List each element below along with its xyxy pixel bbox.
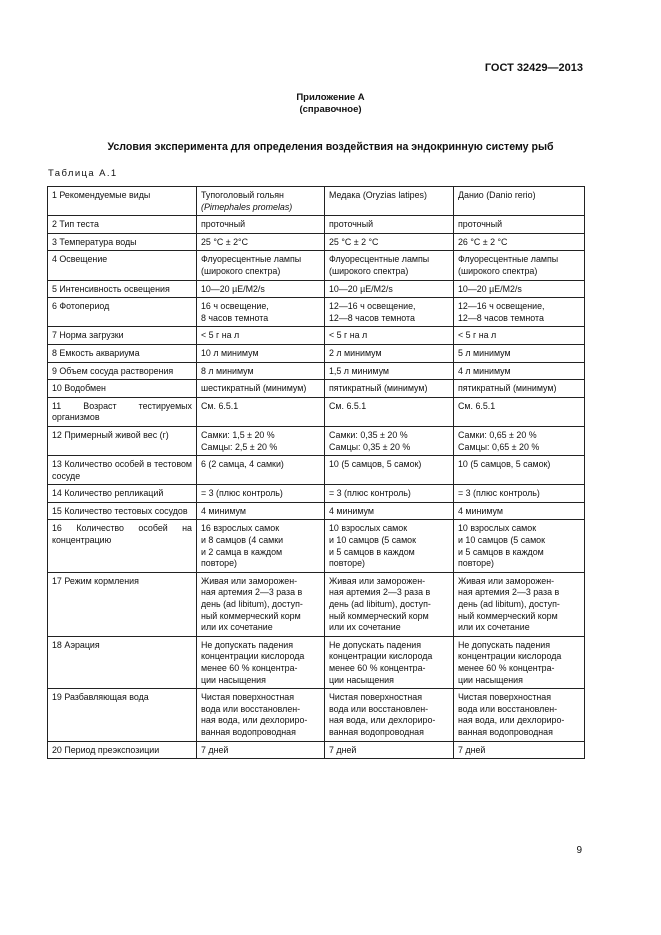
parameter-cell: 3 Температура воды	[48, 233, 197, 251]
cell-line: менее 60 % концентра-	[458, 663, 555, 673]
table-row	[48, 741, 585, 759]
danio-cell	[454, 741, 585, 759]
medaka-cell	[325, 233, 454, 251]
fathead-cell	[197, 636, 325, 688]
cell-line: или их сочетание	[458, 622, 530, 633]
cell-line: 4 минимум	[458, 505, 503, 516]
table-row	[48, 298, 585, 327]
table-row	[48, 280, 585, 298]
cell-line: день (ad libitum), доступ-	[458, 599, 560, 610]
cell-line: Флуоресцентные лампы	[329, 254, 430, 265]
cell-line: Чистая поверхностная	[329, 692, 423, 703]
cell-line: < 5 г на л	[458, 330, 497, 341]
fathead-cell	[197, 233, 325, 251]
table-row	[48, 397, 585, 426]
cell-line: Не допускать падения	[201, 639, 293, 650]
fathead-cell	[197, 426, 325, 455]
medaka-cell	[325, 741, 454, 759]
cell-line: (широкого спектра)	[329, 265, 409, 276]
cell-line: пятикратный (минимум)	[329, 383, 428, 394]
cell-line: повторе)	[458, 558, 494, 569]
cell-line: или их сочетание	[201, 622, 273, 633]
cell-line: 10—20 µE/M2/s	[201, 283, 265, 294]
cell-line: проточный	[201, 219, 246, 230]
fathead-cell	[197, 502, 325, 520]
cell-line: и 2 самца в каждом	[201, 546, 283, 557]
document-title: Условия эксперимента для определения воздействия на эндокринную систему рыб	[107, 141, 554, 153]
cell-line: вода или восстановлен-	[329, 703, 429, 714]
fathead-cell	[197, 397, 325, 426]
cell-line: Флуоресцентные лампы	[201, 254, 302, 265]
cell-line: ная артемия 2—3 раза в	[329, 587, 431, 598]
danio-cell	[454, 233, 585, 251]
danio-cell	[454, 572, 585, 636]
cell-line: или их сочетание	[329, 622, 401, 633]
cell-line: Не допускать падения	[329, 639, 421, 650]
cell-line: и 10 самцов (5 самок	[458, 535, 545, 546]
medaka-cell	[325, 689, 454, 741]
cell-line: 4 л минимум	[458, 365, 511, 376]
medaka-cell	[325, 362, 454, 380]
medaka-cell	[325, 572, 454, 636]
cell-line: и 10 самцов (5 самок	[329, 535, 416, 546]
danio-cell	[454, 380, 585, 398]
cell-line: шестикратный (минимум)	[201, 383, 307, 394]
cell-line: день (ad libitum), доступ-	[329, 599, 431, 610]
cell-line: ный коммерческий корм	[329, 610, 429, 621]
cell-line: 10 (5 самцов, 5 самок)	[329, 459, 422, 470]
annex-heading	[0, 92, 661, 116]
table-row	[48, 520, 585, 572]
fathead-cell	[197, 572, 325, 636]
cell-line: = 3 (плюс контроль)	[329, 488, 411, 499]
cell-line: 7 дней	[201, 744, 229, 755]
cell-line: (Pimephales promelas)	[201, 201, 293, 212]
cell-line: ции насыщения	[458, 674, 523, 685]
danio-cell	[454, 251, 585, 280]
parameter-cell: 15 Количество тестовых сосудов	[48, 502, 197, 520]
parameter-cell: 1 Рекомендуемые виды	[48, 187, 197, 216]
cell-line: Медака (Oryzias latipes)	[329, 190, 427, 200]
cell-line: менее 60 % концентра-	[201, 663, 298, 673]
cell-line: ная артемия 2—3 раза в	[458, 587, 560, 598]
cell-line: 26 °C ± 2 °C	[458, 236, 508, 247]
danio-cell	[454, 456, 585, 485]
table-row	[48, 380, 585, 398]
table-row	[48, 502, 585, 520]
danio-cell	[454, 187, 585, 216]
danio-cell	[454, 485, 585, 503]
danio-cell	[454, 397, 585, 426]
table-row	[48, 344, 585, 362]
parameter-cell: 7 Норма загрузки	[48, 327, 197, 345]
cell-line: Живая или заморожен-	[329, 575, 426, 586]
cell-line: Самки: 1,5 ± 20 %	[201, 429, 275, 440]
cell-line: ный коммерческий корм	[458, 610, 558, 621]
cell-line: 16 взрослых самок	[201, 523, 280, 534]
cell-line: менее 60 % концентра-	[329, 663, 426, 673]
cell-line: 25 °C ± 2°C	[201, 236, 248, 247]
fathead-cell	[197, 362, 325, 380]
parameter-cell: 4 Освещение	[48, 251, 197, 280]
cell-line: Данио (Danio rerio)	[458, 190, 536, 200]
cell-line: Самцы: 0,65 ± 20 %	[458, 441, 540, 452]
table-row	[48, 216, 585, 234]
standard-number: ГОСТ 32429—2013	[484, 62, 583, 74]
danio-cell	[454, 689, 585, 741]
danio-cell	[454, 636, 585, 688]
cell-line: 10—20 µE/M2/s	[329, 283, 393, 294]
cell-line: 7 дней	[329, 744, 357, 755]
cell-line: ванная водопроводная	[329, 726, 424, 737]
cell-line: вода или восстановлен-	[458, 703, 558, 714]
danio-cell	[454, 280, 585, 298]
medaka-cell	[325, 380, 454, 398]
fathead-cell	[197, 251, 325, 280]
danio-cell	[454, 327, 585, 345]
cell-line: См. 6.5.1	[458, 400, 496, 411]
cell-line: См. 6.5.1	[329, 400, 367, 411]
cell-line: ции насыщения	[201, 674, 266, 685]
cell-line: 4 минимум	[329, 505, 374, 516]
parameter-cell: 12 Примерный живой вес (г)	[48, 426, 197, 455]
cell-line: Самцы: 2,5 ± 20 %	[201, 441, 278, 452]
parameter-cell: 18 Аэрация	[48, 636, 197, 688]
cell-line: Живая или заморожен-	[458, 575, 555, 586]
cell-line: и 5 самцов в каждом	[458, 546, 544, 557]
cell-line: и 5 самцов в каждом	[329, 546, 415, 557]
cell-line: 8 л минимум	[201, 365, 254, 376]
table-row	[48, 251, 585, 280]
table-label: Таблица А.1	[48, 168, 118, 179]
danio-cell	[454, 216, 585, 234]
parameter-cell: 19 Разбавляющая вода	[48, 689, 197, 741]
cell-line: 1,5 л минимум	[329, 365, 390, 376]
parameter-cell: 8 Емкость аквариума	[48, 344, 197, 362]
fathead-cell	[197, 380, 325, 398]
danio-cell	[454, 502, 585, 520]
cell-line: 12—16 ч освещение,	[329, 301, 416, 312]
danio-cell	[454, 362, 585, 380]
cell-line: Самцы: 0,35 ± 20 %	[329, 441, 411, 452]
cell-line: 10 взрослых самок	[329, 523, 408, 534]
parameter-cell: 13 Количество особей в тестовом сосуде	[48, 456, 197, 485]
parameter-cell: 20 Период преэкспозиции	[48, 741, 197, 759]
table-row	[48, 187, 585, 216]
fathead-cell	[197, 456, 325, 485]
cell-line: ная вода, или дехлориро-	[329, 715, 436, 726]
cell-line: ная вода, или дехлориро-	[201, 715, 308, 726]
fathead-cell	[197, 689, 325, 741]
fathead-cell	[197, 216, 325, 234]
danio-cell	[454, 298, 585, 327]
cell-line: Тупоголовый гольян	[201, 190, 284, 200]
medaka-cell	[325, 456, 454, 485]
fathead-cell	[197, 520, 325, 572]
cell-line: Самки: 0,65 ± 20 %	[458, 429, 537, 440]
table-row	[48, 456, 585, 485]
cell-line: проточный	[458, 219, 503, 230]
medaka-cell	[325, 216, 454, 234]
cell-line: (широкого спектра)	[201, 265, 281, 276]
table-row	[48, 572, 585, 636]
cell-line: 6 (2 самца, 4 самки)	[201, 459, 284, 470]
cell-line: ции насыщения	[329, 674, 394, 685]
cell-line: 2 л минимум	[329, 347, 382, 358]
cell-line: ная вода, или дехлориро-	[458, 715, 565, 726]
cell-line: Чистая поверхностная	[201, 692, 295, 703]
cell-line: 12—8 часов темнота	[458, 312, 544, 323]
medaka-cell	[325, 344, 454, 362]
medaka-cell	[325, 520, 454, 572]
danio-cell	[454, 426, 585, 455]
page-number: 9	[576, 845, 582, 856]
cell-line: Не допускать падения	[458, 639, 550, 650]
parameter-cell: 10 Водобмен	[48, 380, 197, 398]
cell-line: (широкого спектра)	[458, 265, 538, 276]
cell-line: день (ad libitum), доступ-	[201, 599, 303, 610]
cell-line: концентрации кислорода	[329, 651, 433, 662]
cell-line: Живая или заморожен-	[201, 575, 298, 586]
danio-cell	[454, 344, 585, 362]
cell-line: проточный	[329, 219, 374, 230]
cell-line: 10 л минимум	[201, 347, 259, 358]
danio-cell	[454, 520, 585, 572]
table-row	[48, 689, 585, 741]
medaka-cell	[325, 298, 454, 327]
parameter-cell: 11 Возраст тестируемых организмов	[48, 397, 197, 426]
cell-line: и 8 самцов (4 самки	[201, 535, 284, 546]
cell-line: пятикратный (минимум)	[458, 383, 557, 394]
medaka-cell	[325, 397, 454, 426]
annex-subtitle: (справочное)	[299, 104, 362, 115]
cell-line: вода или восстановлен-	[201, 703, 301, 714]
cell-line: ванная водопроводная	[458, 726, 553, 737]
medaka-cell	[325, 280, 454, 298]
cell-line: 25 °C ± 2 °C	[329, 236, 379, 247]
cell-line: Самки: 0,35 ± 20 %	[329, 429, 408, 440]
annex-title: Приложение А	[296, 92, 365, 103]
cell-line: 5 л минимум	[458, 347, 511, 358]
cell-line: ный коммерческий корм	[201, 610, 301, 621]
medaka-cell	[325, 502, 454, 520]
cell-line: = 3 (плюс контроль)	[458, 488, 540, 499]
cell-line: 12—16 ч освещение,	[458, 301, 545, 312]
medaka-cell	[325, 485, 454, 503]
medaka-cell	[325, 327, 454, 345]
cell-line: < 5 г на л	[329, 330, 368, 341]
fathead-cell	[197, 298, 325, 327]
parameter-cell: 2 Тип теста	[48, 216, 197, 234]
cell-line: 10—20 µE/M2/s	[458, 283, 522, 294]
parameter-cell: 17 Режим кормления	[48, 572, 197, 636]
conditions-table	[47, 186, 585, 759]
table-row	[48, 485, 585, 503]
cell-line: 12—8 часов темнота	[329, 312, 415, 323]
parameter-cell: 9 Объем сосуда растворения	[48, 362, 197, 380]
cell-line: См. 6.5.1	[201, 400, 239, 411]
fathead-cell	[197, 187, 325, 216]
fathead-cell	[197, 344, 325, 362]
medaka-cell	[325, 636, 454, 688]
medaka-cell	[325, 187, 454, 216]
cell-line: Флуоресцентные лампы	[458, 254, 559, 265]
table-row	[48, 327, 585, 345]
table-row	[48, 636, 585, 688]
parameter-cell: 6 Фотопериод	[48, 298, 197, 327]
cell-line: = 3 (плюс контроль)	[201, 488, 283, 499]
cell-line: повторе)	[201, 558, 237, 569]
table-row	[48, 233, 585, 251]
parameter-cell: 14 Количество репликаций	[48, 485, 197, 503]
cell-line: концентрации кислорода	[458, 651, 562, 662]
cell-line: 8 часов темнота	[201, 312, 269, 323]
medaka-cell	[325, 251, 454, 280]
medaka-cell	[325, 426, 454, 455]
cell-line: 7 дней	[458, 744, 486, 755]
fathead-cell	[197, 485, 325, 503]
parameter-cell: 5 Интенсивность освещения	[48, 280, 197, 298]
table-row	[48, 362, 585, 380]
cell-line: ная артемия 2—3 раза в	[201, 587, 303, 598]
cell-line: 10 (5 самцов, 5 самок)	[458, 459, 551, 470]
cell-line: 4 минимум	[201, 505, 246, 516]
cell-line: Чистая поверхностная	[458, 692, 552, 703]
fathead-cell	[197, 741, 325, 759]
fathead-cell	[197, 280, 325, 298]
table-row	[48, 426, 585, 455]
fathead-cell	[197, 327, 325, 345]
cell-line: ванная водопроводная	[201, 726, 296, 737]
cell-line: < 5 г на л	[201, 330, 240, 341]
parameter-cell: 16 Количество особей на концентрацию	[48, 520, 197, 572]
cell-line: концентрации кислорода	[201, 651, 305, 662]
cell-line: 16 ч освещение,	[201, 301, 269, 312]
cell-line: 10 взрослых самок	[458, 523, 537, 534]
cell-line: повторе)	[329, 558, 365, 569]
